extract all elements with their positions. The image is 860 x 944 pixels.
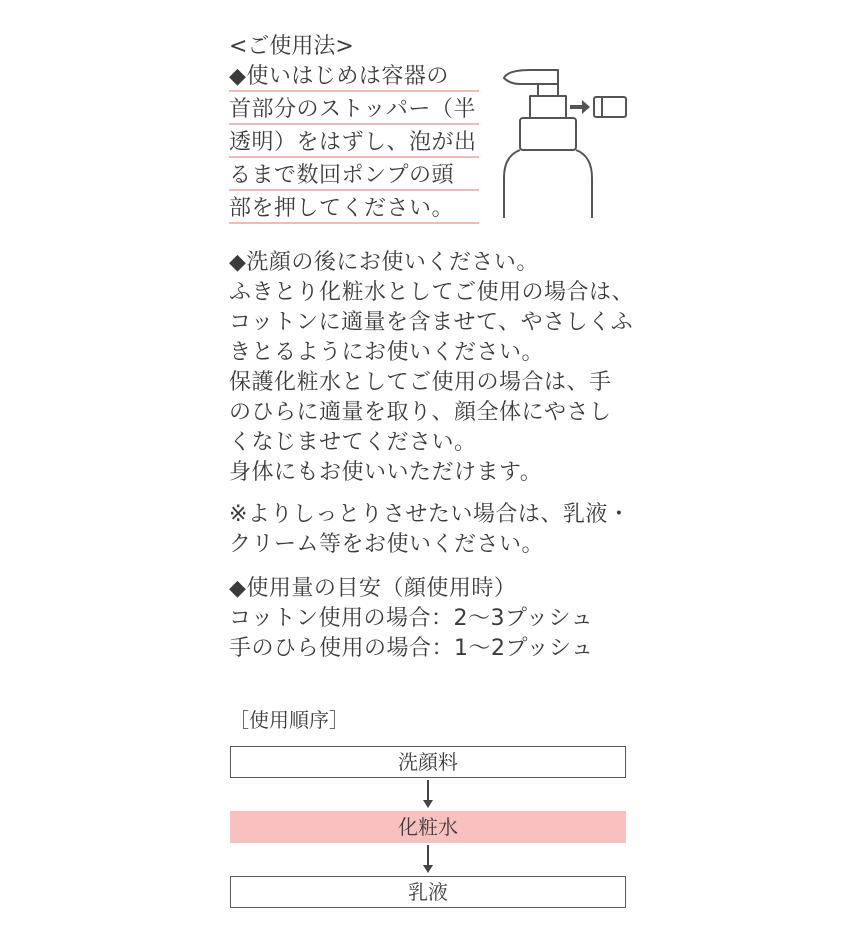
note	[229, 500, 630, 560]
usage-line: くなじませてください。	[229, 430, 477, 455]
amount-line: 手のひら使用の場合：1～2プッシュ	[229, 636, 594, 661]
note-line: ※よりしっとりさせたい場合は、乳液・	[229, 502, 631, 527]
order-heading: ［使用順序］	[229, 708, 349, 732]
usage-title: <ご使用法>	[229, 34, 354, 59]
usage-amount	[229, 574, 594, 664]
amount-line: コットン使用の場合：2～3プッシュ	[229, 606, 594, 631]
usage-instructions	[229, 248, 634, 488]
amount-line: ◆使用量の目安（顔使用時）	[229, 576, 517, 601]
intro-line: 首部分のストッパー（半	[229, 95, 479, 125]
intro-instructions	[229, 62, 479, 227]
intro-line: ◆使いはじめは容器の	[229, 62, 479, 92]
arrow-down-icon	[421, 780, 435, 810]
pump-bottle-icon	[490, 60, 650, 222]
usage-line: ふきとり化粧水としてご使用の場合は、	[229, 280, 635, 305]
usage-line: のひらに適量を取り、顔全体にやさし	[229, 400, 612, 425]
order-step-cleanser: 洗顔料	[230, 746, 626, 778]
usage-line: 保護化粧水としてご使用の場合は、手	[229, 370, 612, 395]
usage-line: コットンに適量を含ませて、やさしくふ	[229, 310, 634, 335]
intro-line: 部を押してください。	[229, 194, 479, 224]
arrow-down-icon	[421, 845, 435, 875]
usage-line: 身体にもお使いいただけます。	[229, 460, 543, 485]
intro-line: るまで数回ポンプの頭	[229, 161, 479, 191]
stopper-icon	[594, 97, 626, 117]
intro-line: 透明）をはずし、泡が出	[229, 128, 479, 158]
order-step-lotion: 化粧水	[230, 811, 626, 843]
usage-line: ◆洗顔の後にお使いください。	[229, 250, 539, 275]
order-step-emulsion: 乳液	[230, 876, 626, 908]
arrow-right-icon	[570, 100, 590, 114]
usage-line: きとるようにお使いください。	[229, 340, 545, 365]
note-line: クリーム等をお使いください。	[229, 532, 545, 557]
